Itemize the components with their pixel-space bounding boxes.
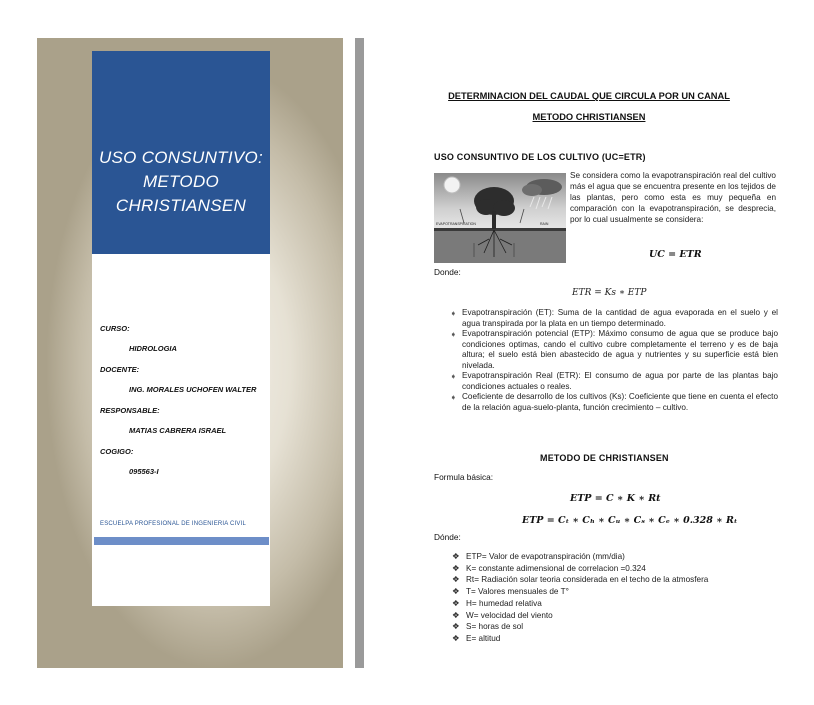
cover-title-block (92, 51, 270, 254)
diamond-bullet-icon: ❖ (452, 609, 460, 620)
list-item (452, 633, 782, 645)
list-item (452, 621, 782, 633)
page-subtitle: METODO CHRISTIANSEN (532, 112, 646, 122)
codigo-label: COGIGO: (100, 447, 134, 456)
list-item (452, 598, 782, 610)
evapotranspiration-diagram (434, 173, 566, 263)
list-item (452, 563, 782, 575)
arrow-bullet-icon: ➧ (450, 393, 457, 402)
variable-w: W= velocidad del viento (466, 610, 553, 620)
list-item (450, 371, 778, 392)
school-name: ESCUELPA PROFESIONAL DE INGENIERIA CIVIL (100, 521, 247, 527)
list-item (452, 574, 782, 586)
variable-s: S= horas de sol (466, 622, 524, 632)
arrow-bullet-icon: ➧ (450, 309, 457, 318)
definition-et: Evapotranspiración (ET): Suma de la cantidad de agua evaporada en el suelo y el agua transpirada por la plata en un tiempo determinado. (462, 308, 778, 328)
page-title: DETERMINACION DEL CAUDAL QUE CIRCULA POR UN CANAL (448, 91, 730, 101)
page-divider (355, 38, 364, 668)
diamond-bullet-icon: ❖ (452, 621, 460, 632)
diamond-bullet-icon: ❖ (452, 551, 460, 561)
definition-etr: Evapotranspiración Real (ETR): El consumo de agua por parte de las plantas bajo condiciones actuales o reales. (462, 371, 778, 391)
cover-footer-bar (94, 537, 269, 545)
variables-list (452, 551, 782, 645)
curso-label: CURSO: (100, 324, 130, 333)
definition-etp: Evapotranspiración potencial (ETP): Máximo consumo de agua que se produce bajo condiciones optimas, cando el cultivo cubre completamente el terreno y es de baja altura; el suelo está bien abastecido de agua y nutrientes y su superficie está bien nivelada. (462, 329, 778, 370)
variable-h: H= humedad relativa (466, 598, 542, 608)
diamond-bullet-icon: ❖ (452, 597, 460, 608)
donde-label-2: Dónde: (434, 532, 461, 542)
diamond-bullet-icon: ❖ (452, 574, 460, 585)
responsable-label: RESPONSABLE: (100, 406, 160, 415)
diagram-label-rain: RAIN (540, 222, 549, 226)
equation-etp-full: ETP = Cₜ ∗ Cₕ ∗ Cᵤ ∗ Cₛ ∗ Cₑ ∗ 0.328 ∗ Rₜ (522, 515, 738, 526)
variable-k: K= constante adimensional de correlacion =0.324 (466, 563, 646, 573)
arrow-bullet-icon: ➧ (450, 330, 457, 339)
diagram-label-evapotranspiration: EVAPOTRANSPIRATION (436, 222, 476, 226)
list-item (452, 610, 782, 622)
list-item (450, 308, 778, 329)
cover-title-line: CHRISTIANSEN (115, 196, 247, 215)
variable-e: E= altitud (466, 633, 501, 643)
equation-uc: UC = ETR (649, 249, 702, 260)
equation-etr: ETR = Ks ∗ ETP (572, 288, 647, 298)
docente-label: DOCENTE: (100, 365, 140, 374)
list-item (450, 329, 778, 371)
intro-paragraph: Se considera como la evapotranspiración real del cultivo más el agua que se encuentra presente en los tejidos de las plantas, pero como esta es muy pequeña en comparación con la evapotranspiración, se desprecia, por lo cual usualmente se considera: (570, 171, 776, 224)
curso-value: HIDROLOGIA (129, 344, 177, 353)
cover-title (92, 146, 270, 218)
formula-label: Formula básica: (434, 472, 494, 482)
cover-title-line: METODO (142, 172, 220, 191)
diamond-bullet-icon: ❖ (452, 632, 460, 643)
list-item (452, 551, 782, 563)
variable-etp: ETP= Valor de evapotranspiración (mm/dia) (466, 552, 625, 561)
cover-page (37, 38, 343, 668)
section-heading-christiansen: METODO DE CHRISTIANSEN (540, 453, 669, 463)
variable-t: T= Valores mensuales de T° (466, 587, 569, 597)
list-item (452, 586, 782, 598)
cover-title-line: USO CONSUNTIVO: (98, 148, 264, 167)
responsable-value: MATIAS CABRERA ISRAEL (129, 426, 227, 435)
donde-label-1: Donde: (434, 267, 461, 277)
section-heading-uso-consuntivo: USO CONSUNTIVO DE LOS CULTIVO (UC=ETR) (434, 152, 646, 162)
docente-value: ING. MORALES UCHOFEN WALTER (129, 385, 257, 394)
content-page (364, 38, 814, 705)
list-item (450, 392, 778, 413)
codigo-value: 095563-I (129, 467, 159, 476)
diamond-bullet-icon: ❖ (452, 562, 460, 573)
cover-card (92, 51, 270, 606)
definitions-list (450, 308, 778, 413)
definition-ks: Coeficiente de desarrollo de los cultivos (Ks): Coeficiente que tiene en cuenta el efecto de la relación agua-suelo-planta, función crecimiento – cultivo. (462, 392, 778, 412)
arrow-bullet-icon: ➧ (450, 372, 457, 381)
variable-rt: Rt= Radiación solar teoria considerada en el techo de la atmosfera (466, 575, 709, 585)
equation-etp: ETP = C ∗ K ∗ Rt (570, 493, 661, 504)
diamond-bullet-icon: ❖ (452, 586, 460, 597)
